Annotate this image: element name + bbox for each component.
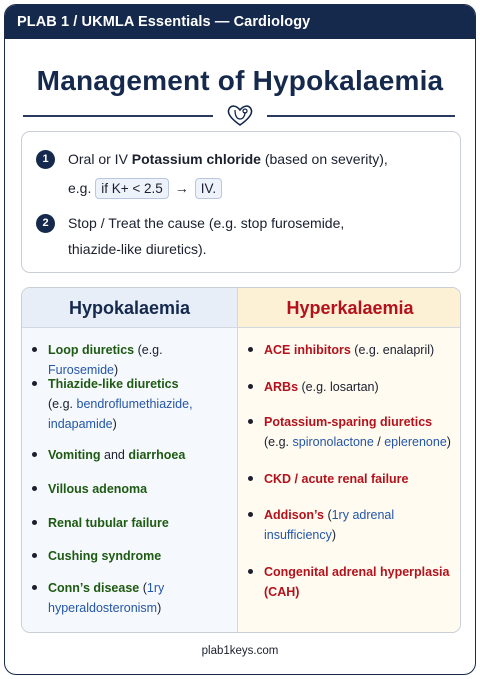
divider-line-right — [267, 115, 455, 117]
bullet — [248, 384, 253, 389]
bullet — [32, 452, 37, 457]
bullet — [32, 347, 37, 352]
step-number-badge: 1 — [36, 150, 55, 169]
step-1-line-2 — [68, 175, 222, 201]
hypokalaemia-heading: Hypokalaemia — [22, 288, 237, 328]
step-1-text-pre: Oral or IV — [68, 151, 132, 167]
hypokalaemia-column: Hypokalaemia Loop diuretics (e.g. Furosemide) Thiazide-like diuretics (e.g. bendroflumethiazide, indapamide) Vomiting and diarrhoea Villous adenoma Renal tubular failure Cushing syndrome Conn’s disease (1ry hyperaldosteronism) — [22, 288, 238, 632]
comparison-table — [21, 287, 461, 633]
page-card — [4, 4, 476, 675]
step-1-eg: e.g. — [68, 180, 92, 196]
title-divider — [5, 101, 475, 131]
potassium-threshold-chip: if K+ < 2.5 — [95, 178, 169, 199]
bullet — [32, 486, 37, 491]
route-chip: IV. — [195, 178, 222, 199]
step-2-line-2: thiazide-like diuretics). — [68, 241, 207, 257]
divider-line-left — [23, 115, 213, 117]
bullet — [248, 476, 253, 481]
step-1-drug: Potassium chloride — [131, 151, 261, 167]
bullet — [248, 512, 253, 517]
bullet — [32, 381, 37, 386]
top-banner: PLAB 1 / UKMLA Essentials — Cardiology — [5, 5, 475, 39]
step-1-line-1 — [68, 146, 388, 172]
bullet — [248, 569, 253, 574]
step-2 — [36, 210, 456, 266]
heart-stethoscope-icon — [224, 101, 256, 129]
arrow-icon: → — [174, 180, 189, 196]
page-title: Management of Hypokalaemia — [36, 65, 444, 96]
hyperkalaemia-column: Hyperkalaemia ACE inhibitors (e.g. enalapril) ARBs (e.g. losartan) Potassium-sparing diuretics (e.g. spironolactone / eplerenone) CKD / acute renal failure Addison’s (1ry adrenal insufficiency) Congenital adrenal hyperplasia (CAH) — [238, 288, 461, 632]
hyperkalaemia-heading: Hyperkalaemia — [238, 288, 461, 328]
bullet — [32, 553, 37, 558]
bullet — [32, 520, 37, 525]
treatment-steps-box — [21, 131, 461, 273]
bullet — [32, 585, 37, 590]
step-2-line-1: Stop / Treat the cause (e.g. stop furosemide, — [68, 215, 345, 231]
step-1-text-post: (based on severity), — [260, 151, 388, 167]
footer-website: plab1keys.com — [201, 645, 279, 657]
step-1 — [36, 146, 456, 206]
bullet — [248, 347, 253, 352]
step-number-badge: 2 — [36, 214, 55, 233]
bullet — [248, 419, 253, 424]
